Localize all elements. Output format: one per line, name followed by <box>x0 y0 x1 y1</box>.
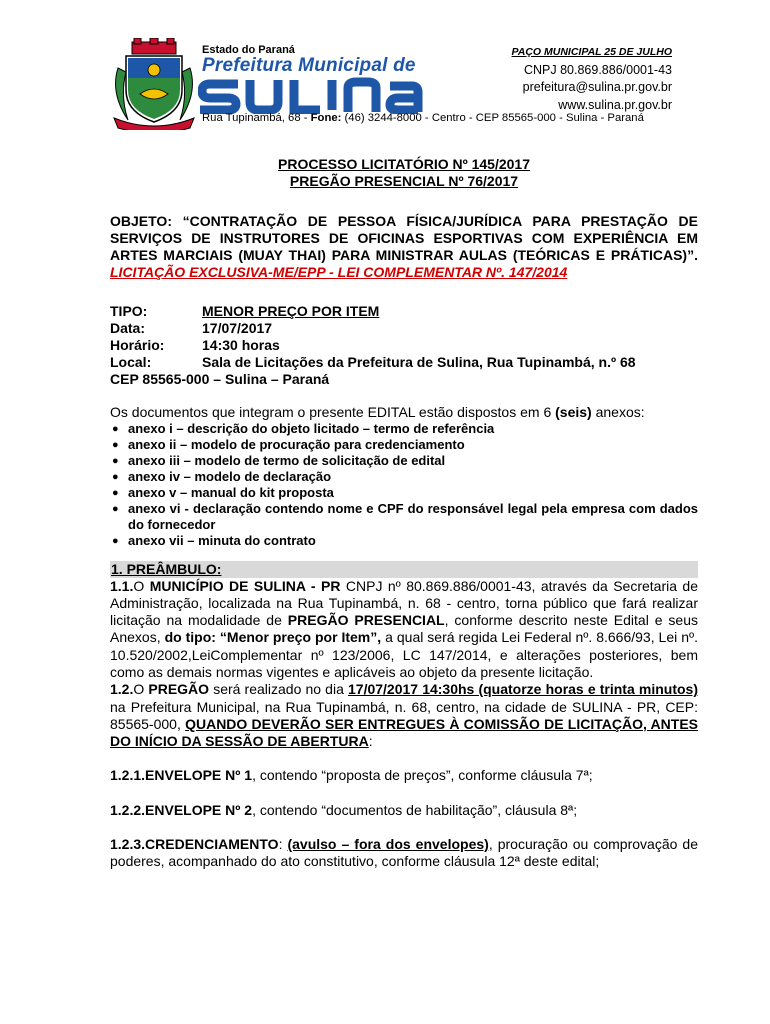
header-cnpj: CNPJ 80.869.886/0001-43 <box>523 62 672 77</box>
prefecture-name: Prefeitura Municipal de <box>202 55 416 76</box>
municipality-name: MUNICÍPIO DE SULINA - PR <box>149 577 341 594</box>
annexes-intro <box>110 404 698 421</box>
tipo-value: MENOR PREÇO POR ITEM <box>202 303 380 319</box>
annex-label: anexo ii – modelo de procuração para credenciamento <box>128 436 465 452</box>
objeto-paragraph <box>110 213 698 281</box>
clause-text: , contendo “documentos de habilitação”, cláusula 8ª; <box>252 801 578 818</box>
objeto-text: OBJETO: “CONTRATAÇÃO DE PESSOA FÍSICA/JURÍDICA PARA PRESTAÇÃO DE SERVIÇOS DE INSTRUTORES DE OFICINAS ESPORTIVAS COM EXPERIÊNCIA EM ARTES MARCIAIS (MUAY THAI) PARA MINISTRAR AULAS (TEÓRICAS E PRÁTICAS)”. <box>110 213 698 263</box>
bullet-icon: ● <box>112 502 119 515</box>
session-datetime: 17/07/2017 14:30hs (quatorze horas e trinta minutos) <box>348 681 698 698</box>
data-label: Data: <box>110 320 146 336</box>
annex-list <box>110 421 698 549</box>
municipal-crest-icon <box>110 38 198 130</box>
pregao-title: PREGÃO PRESENCIAL Nº 76/2017 <box>289 173 519 189</box>
paco-municipal: PAÇO MUNICIPAL 25 DE JULHO <box>511 46 672 58</box>
contact-block <box>502 44 672 114</box>
objeto-exclusive-note: LICITAÇÃO EXCLUSIVA-ME/EPP - LEI COMPLEMENTAR Nº. 147/2014 <box>110 264 568 280</box>
annex-item <box>110 421 698 437</box>
address-rest: (46) 3244-8000 - Centro - CEP 85565-000 - Sulina - Paraná <box>341 112 644 124</box>
annex-item <box>110 453 698 469</box>
annex-item <box>110 501 698 533</box>
clause-text: CNPJ nº 80.869.886/0001-43, através da Secretaria de Administração, localizada na Rua Tupinambá, n. 68 - centro, torna público que fará realizar licitação na modalidade de <box>110 577 698 629</box>
envelope-1: ENVELOPE Nº 1 <box>145 767 253 784</box>
cep-line: CEP 85565-000 – Sulina – Paraná <box>110 371 330 387</box>
credenciamento: CREDENCIAMENTO <box>145 836 279 853</box>
clause-1-2-1 <box>110 767 698 784</box>
bullet-icon: ● <box>112 486 119 499</box>
annex-label: anexo iii – modelo de termo de solicitação de edital <box>128 452 446 468</box>
clause-text: : <box>368 733 373 750</box>
horario-value: 14:30 horas <box>202 337 280 353</box>
clause-number: 1.2.1. <box>110 767 146 784</box>
local-label: Local: <box>110 354 152 370</box>
data-value: 17/07/2017 <box>202 320 273 336</box>
header-address <box>202 112 644 124</box>
clause-1-2-2 <box>110 802 698 819</box>
clause-1-2-3 <box>110 836 698 871</box>
modality-name: PREGÃO PRESENCIAL <box>287 612 445 629</box>
clause-text: O <box>133 681 149 698</box>
clause-text: na Prefeitura Municipal, na Rua Tupinambá, n. 68, centro, na cidade de SULINA - PR, CEP: 85565-000, <box>110 698 698 732</box>
state-name: Estado do Paraná <box>202 44 295 56</box>
clause-text: : <box>278 836 288 853</box>
annex-label: anexo iv – modelo de declaração <box>128 468 332 484</box>
annex-item <box>110 485 698 501</box>
local-value: Sala de Licitações da Prefeitura de Sulina, Rua Tupinambá, n.º 68 <box>202 354 636 370</box>
clause-number: 1.2. <box>110 681 134 698</box>
tipo-label: TIPO: <box>110 303 148 319</box>
clause-number: 1.2.3. <box>110 836 146 853</box>
clause-number: 1.2.2. <box>110 801 146 818</box>
address-fone-label: Fone: <box>310 112 342 124</box>
city-logo-wordmark <box>198 76 423 114</box>
document-body <box>110 156 698 871</box>
annex-label: anexo vi - declaração contendo nome e CPF do responsável legal pela empresa com dados do fornecedor <box>128 500 698 532</box>
annexes-count: (seis) <box>555 404 592 420</box>
annex-item <box>110 437 698 453</box>
letterhead <box>110 30 670 142</box>
address-street: Rua Tupinambá, 68 - <box>202 112 311 124</box>
bullet-icon: ● <box>112 422 119 435</box>
annexes-intro-text: Os documentos que integram o presente EDITAL estão dispostos em 6 <box>110 404 556 420</box>
header-website[interactable]: www.sulina.pr.gov.br <box>558 97 672 112</box>
envelope-2: ENVELOPE Nº 2 <box>145 801 253 818</box>
bullet-icon: ● <box>112 454 119 467</box>
avulso-note: (avulso – fora dos envelopes) <box>287 836 489 853</box>
annex-label: anexo i – descrição do objeto licitado – termo de referência <box>128 420 495 436</box>
clause-text: , conforme descrito neste Edital e seus Anexos, <box>110 612 698 646</box>
clause-text: a qual será regida Lei Federal nº. 8.666/93, Lei nº. 10.520/2002,LeiComplementar nº 123/2006, LC 147/2014, e alterações posteriores, bem como as demais normas vigentes e aplicáveis ao objeto da presente licitação. <box>110 629 698 680</box>
bullet-icon: ● <box>112 470 119 483</box>
clause-text: , procuração ou comprovação de poderes, acompanhado do ato constitutivo, conforme cláusula 12ª deste edital; <box>110 836 698 870</box>
delivery-notice: QUANDO DEVERÃO SER ENTREGUES À COMISSÃO DE LICITAÇÃO, ANTES DO INÍCIO DA SESSÃO DE ABERTURA <box>110 715 699 750</box>
clause-text: O <box>133 577 150 594</box>
bullet-icon: ● <box>112 438 119 451</box>
annex-item <box>110 469 698 485</box>
clause-number: 1.1. <box>110 577 134 594</box>
clause-text: , contendo “proposta de preços”, conforme cláusula 7ª; <box>252 767 593 784</box>
annex-item <box>110 533 698 549</box>
clause-1-1 <box>110 578 698 682</box>
tender-type: do tipo: “Menor preço por Item”, <box>164 629 382 646</box>
process-title: PROCESSO LICITATÓRIO Nº 145/2017 <box>278 156 530 172</box>
clause-text: será realizado no dia <box>209 681 348 698</box>
clause-1-2 <box>110 681 698 750</box>
annex-label: anexo vii – minuta do contrato <box>128 532 316 548</box>
tender-details <box>110 303 698 388</box>
horario-label: Horário: <box>110 337 165 353</box>
bullet-icon: ● <box>112 534 119 547</box>
annex-label: anexo v – manual do kit proposta <box>128 484 334 500</box>
header-email[interactable]: prefeitura@sulina.pr.gov.br <box>522 80 672 94</box>
annexes-intro-end: anexos: <box>591 404 645 420</box>
pregao-word: PREGÃO <box>148 681 210 698</box>
section-heading-preambulo: 1. PREÂMBULO: <box>110 561 698 578</box>
